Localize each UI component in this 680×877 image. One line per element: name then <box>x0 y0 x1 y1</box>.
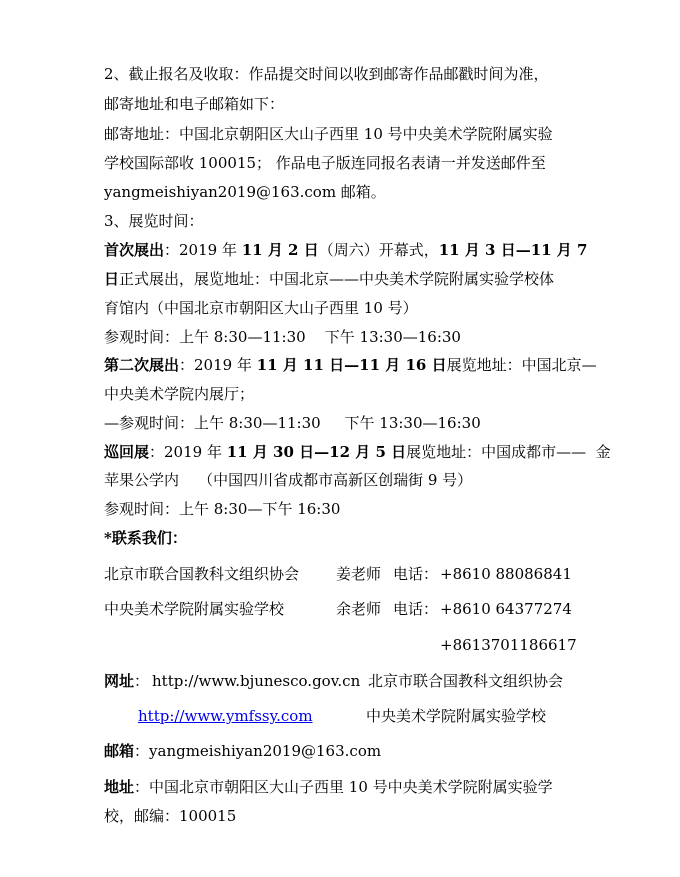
first-exhibition-year: ：2019 年 <box>164 241 242 259</box>
first-exhibition-line-1 <box>104 240 587 260</box>
tour-exhibition-date-range: 11 月 30 日—12 月 5 日 <box>226 443 407 461</box>
contact-phone-3: +8613701186617 <box>440 636 577 654</box>
tour-exhibition-year: ：2019 年 <box>149 443 227 461</box>
contact-phone-label-2: 电话： <box>393 600 439 618</box>
first-exhibition-line-3: 育馆内（中国北京市朝阳区大山子西里 10 号） <box>104 299 418 317</box>
first-exhibition-date-range: 11 月 3 日—11 月 7 <box>438 241 588 259</box>
address-colon: ： <box>134 778 150 796</box>
website-colon: ： <box>134 672 150 690</box>
submission-heading-cont: 邮寄地址和电子邮箱如下： <box>104 95 285 113</box>
tour-exhibition-line-1 <box>104 442 611 462</box>
contact-person-2: 余老师 <box>336 600 382 618</box>
second-exhibition-year: ：2019 年 <box>179 356 257 374</box>
mailing-address-line-1: 邮寄地址：中国北京朝阳区大山子西里 10 号中央美术学院附属实验 <box>104 125 553 143</box>
contact-phone-2: +8610 64377274 <box>440 600 572 618</box>
submission-heading: 2、截止报名及收取：作品提交时间以收到邮寄作品邮戳时间为准， <box>104 65 549 83</box>
second-exhibition-visit-time: —参观时间：上午 8:30—11:30 下午 13:30—16:30 <box>104 414 481 432</box>
first-exhibition-visit-time: 参观时间：上午 8:30—11:30 下午 13:30—16:30 <box>104 328 461 346</box>
first-exhibition-opening-text: （周六）开幕式， <box>318 241 439 259</box>
mailbox-line <box>104 741 381 761</box>
first-exhibition-location: 正式展出，展览地址：中国北京——中央美术学院附属实验学校体 <box>119 270 555 288</box>
second-exhibition-line-2: 中央美术学院内展厅； <box>104 385 255 403</box>
website-org-2: 中央美术学院附属实验学校 <box>366 707 547 725</box>
contact-org-1: 北京市联合国教科文组织协会 <box>104 565 300 583</box>
website-org-1: 北京市联合国教科文组织协会 <box>368 672 564 690</box>
address-line-2: 校，邮编：100015 <box>104 807 237 825</box>
mailbox-colon: ： <box>134 742 150 760</box>
first-exhibition-line-2 <box>104 269 554 289</box>
first-exhibition-opening-date: 11 月 2 日 <box>241 241 319 259</box>
mailbox-value: yangmeishiyan2019@163.com <box>149 742 382 760</box>
contact-phone-1: +8610 88086841 <box>440 565 572 583</box>
second-exhibition-label: 第二次展出 <box>104 356 180 374</box>
second-exhibition-line-1 <box>104 355 597 375</box>
tour-exhibition-line-2: 苹果公学内 （中国四川省成都市高新区创瑞街 9 号） <box>104 471 473 489</box>
contact-heading: *联系我们： <box>104 529 187 547</box>
website-url-2-link[interactable]: http://www.ymfssy.com <box>138 707 313 725</box>
contact-org-2: 中央美术学院附属实验学校 <box>104 600 285 618</box>
tour-exhibition-location: 展览地址：中国成都市—— 金 <box>406 443 611 461</box>
mailing-address-line-2: 学校国际部收 100015； 作品电子版连同报名表请一并发送邮件至 <box>104 154 546 172</box>
second-exhibition-location: 展览地址：中国北京— <box>446 356 597 374</box>
mailbox-label: 邮箱 <box>104 742 135 760</box>
first-exhibition-label: 首次展出 <box>104 241 165 259</box>
tour-exhibition-label: 巡回展 <box>104 443 150 461</box>
address-line-1 <box>104 777 553 797</box>
exhibition-heading: 3、展览时间： <box>104 212 204 230</box>
website-url-1[interactable]: http://www.bjunesco.gov.cn <box>152 672 361 690</box>
contact-person-1: 姜老师 <box>336 565 382 583</box>
tour-exhibition-visit-time: 参观时间：上午 8:30—下午 16:30 <box>104 500 341 518</box>
address-value-line-1: 中国北京市朝阳区大山子西里 10 号中央美术学院附属实验学 <box>149 778 553 796</box>
contact-phone-label-1: 电话： <box>393 565 439 583</box>
website-label: 网址 <box>104 672 135 690</box>
website-line-1 <box>104 671 149 691</box>
second-exhibition-date-range: 11 月 11 日—11 月 16 日 <box>256 356 447 374</box>
address-label: 地址 <box>104 778 135 796</box>
first-exhibition-day-char: 日 <box>104 270 120 288</box>
submission-email-line: yangmeishiyan2019@163.com 邮箱。 <box>104 183 386 201</box>
